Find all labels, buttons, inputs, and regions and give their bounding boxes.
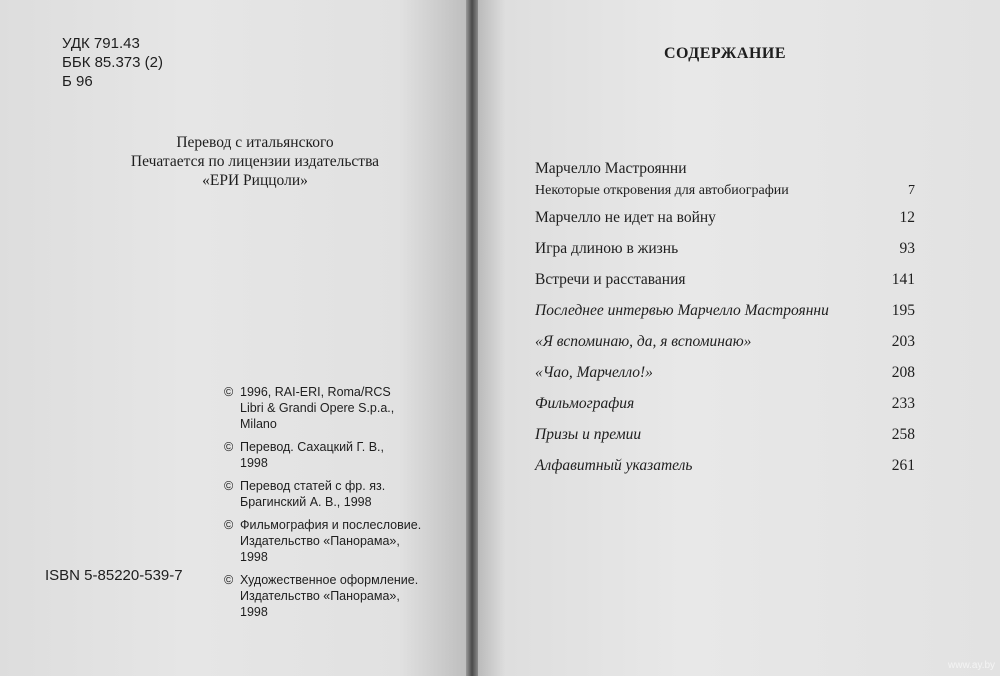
toc-entry-title: Марчелло Мастроянни xyxy=(535,160,687,177)
copyright-item xyxy=(224,384,444,432)
copyright-block xyxy=(224,384,444,627)
toc-entry-subtitle: Некоторые откровения для автобиографии xyxy=(535,183,789,198)
toc-entry-page: 261 xyxy=(891,457,915,474)
toc-entry xyxy=(535,457,915,488)
toc-entry-page: 12 xyxy=(899,209,915,226)
toc-entry-title: Игра длиною в жизнь xyxy=(535,240,679,257)
toc-entry-title: «Я вспоминаю, да, я вспоминаю» xyxy=(535,333,752,350)
toc-entry xyxy=(535,240,915,271)
toc-entry-page: 195 xyxy=(891,302,915,319)
toc-entry-title: Встречи и расставания xyxy=(535,271,686,288)
copyright-mark: © xyxy=(224,518,234,532)
contents-heading: СОДЕРЖАНИЕ xyxy=(664,45,787,62)
bbk-code: ББК 85.373 (2) xyxy=(62,54,163,71)
translation-line: Перевод с итальянского xyxy=(176,134,334,151)
copyright-mark: © xyxy=(224,573,234,587)
toc-entry-page: 7 xyxy=(908,183,915,198)
classification-block xyxy=(62,34,163,91)
copyright-item xyxy=(224,517,444,565)
author-mark: Б 96 xyxy=(62,73,93,90)
copyright-item xyxy=(224,439,444,471)
copyright-text: Перевод статей с фр. яз. Брагинский А. В., 1998 xyxy=(240,479,386,509)
toc-entry-title: Алфавитный указатель xyxy=(535,457,693,474)
toc-entry-title: «Чао, Марчелло!» xyxy=(535,364,653,381)
toc-entry-page: 233 xyxy=(891,395,915,412)
copyright-mark: © xyxy=(224,385,234,399)
book-spine-gutter xyxy=(466,0,478,676)
toc-entry-page: 141 xyxy=(891,271,915,288)
toc-entry-title: Призы и премии xyxy=(535,426,642,443)
copyright-mark: © xyxy=(224,440,234,454)
toc-entry-page: 203 xyxy=(891,333,915,350)
translation-note xyxy=(105,133,405,190)
site-watermark: www.ay.by xyxy=(948,660,996,671)
toc-entry xyxy=(535,302,915,333)
copyright-text: Фильмография и послесловие. Издательство «Панорама», 1998 xyxy=(240,518,422,564)
toc-entry xyxy=(535,209,915,240)
license-line: Печатается по лицензии издательства xyxy=(130,153,380,170)
toc-entry xyxy=(535,333,915,364)
copyright-text: 1996, RAI-ERI, Roma/RCS Libri & Grandi Opere S.p.a., Milano xyxy=(240,385,395,431)
copyright-text: Перевод. Сахацкий Г. В., 1998 xyxy=(240,440,384,470)
copyright-text: Художественное оформление. Издательство «Панорама», 1998 xyxy=(240,573,419,619)
toc-entry-page: 93 xyxy=(899,240,915,257)
toc-entry xyxy=(535,271,915,302)
copyright-mark: © xyxy=(224,479,234,493)
toc-entry-page: 258 xyxy=(891,426,915,443)
toc-entry-title: Последнее интервью Марчелло Мастроянни xyxy=(535,302,829,319)
copyright-item xyxy=(224,572,444,620)
toc-entry xyxy=(535,158,915,209)
table-of-contents xyxy=(535,158,915,488)
isbn: ISBN 5-85220-539-7 xyxy=(45,567,183,584)
toc-entry xyxy=(535,364,915,395)
toc-entry xyxy=(535,426,915,457)
toc-entry-title: Фильмография xyxy=(535,395,635,412)
copyright-item xyxy=(224,478,444,510)
toc-entry-page: 208 xyxy=(891,364,915,381)
publisher-line: «ЕРИ Риццоли» xyxy=(202,172,308,189)
toc-entry xyxy=(535,395,915,426)
toc-entry-title: Марчелло не идет на войну xyxy=(535,209,716,226)
udk-code: УДК 791.43 xyxy=(62,35,140,52)
